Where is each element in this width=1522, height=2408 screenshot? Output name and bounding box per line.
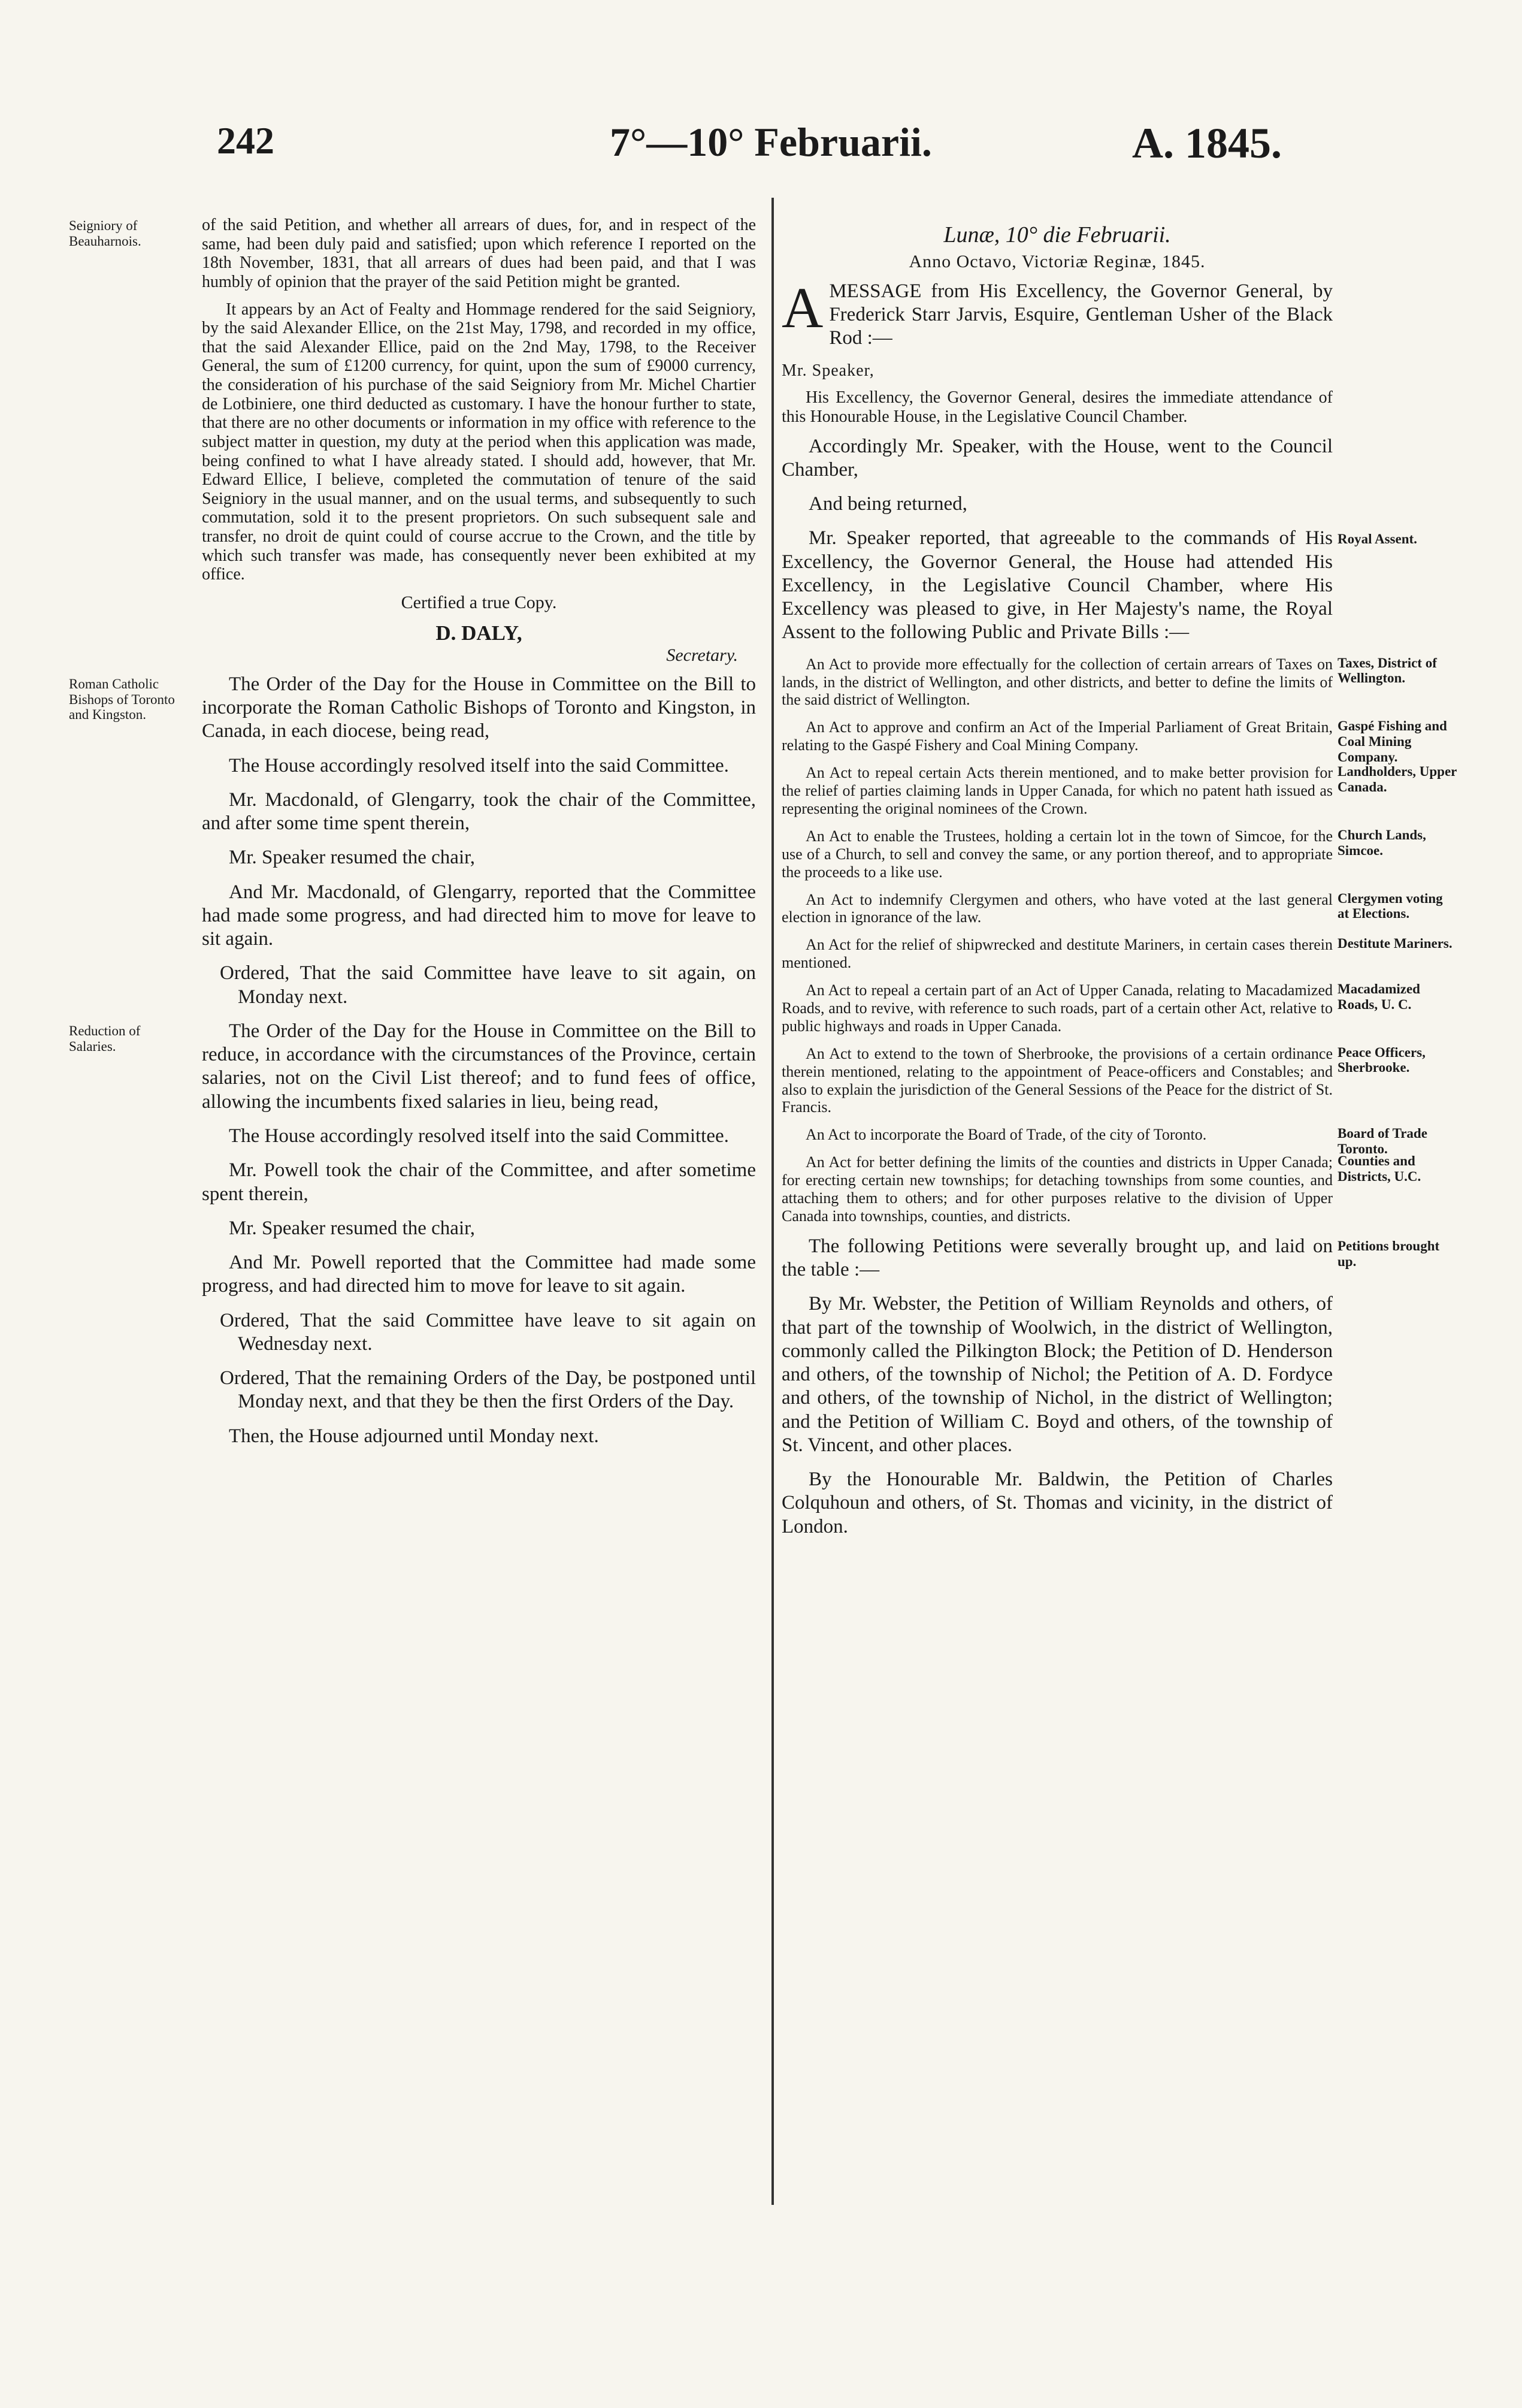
margin-note: Gaspé Fishing and Coal Mining Company. [1338, 718, 1447, 765]
paragraph: Ordered, That the remaining Orders of the Day, be postponed until Monday next, and that they be then the first Orders of the Day. [220, 1367, 756, 1413]
paragraph: Mr. Speaker reported, that agreeable to the commands of His Excellency, the Governor General, the House had attended His Excellency, in the Legislative Council Chamber, where His Excellency was pleased to give, in Her Majesty's name, the Royal Assent to the following Public and Private Bills :— [782, 527, 1333, 643]
margin-note: Destitute Mariners. [1338, 936, 1453, 951]
paragraph: Mr. Speaker resumed the chair, [229, 847, 476, 869]
bill-item [782, 1126, 1427, 1157]
margin-note: Taxes, District of Wellington. [1338, 655, 1437, 686]
mr-speaker: Mr. Speaker, [782, 361, 875, 380]
bill-text: An Act to incorporate the Board of Trade, of the city of Toronto. [806, 1126, 1207, 1144]
signature-title: Secretary. [666, 645, 738, 665]
paragraph: Accordingly Mr. Speaker, with the House, went to the Council Chamber, [782, 435, 1333, 481]
paragraph: The Order of the Day for the House in Committee on the Bill to incorporate the Roman Catholic Bishops of Toronto and Kingston, in Canada, in each diocese, being read, [202, 673, 756, 742]
royal-assent-block [782, 527, 1417, 644]
seigniory-block [69, 216, 756, 292]
bill-text: An Act to provide more effectually for the collection of certain arrears of Taxes on lands, in the district of Wellington, and other districts, and better to define the limits of the said district of Wellington. [782, 655, 1333, 709]
paragraph: Mr. Speaker resumed the chair, [229, 1217, 476, 1239]
paragraph: of the said Petition, and whether all arrears of dues, for, and in respect of the same, had been duly paid and satisfied; upon which reference I reported on the 18th November, 1831, that all arrears of dues had been paid, and that I was humbly of opinion that the prayer of the said Petition might be granted. [202, 216, 756, 291]
page-date: 7°—10° Februarii. [610, 119, 932, 165]
bill-item [782, 655, 1437, 709]
bill-item [782, 936, 1453, 972]
bill-item [782, 981, 1420, 1035]
margin-note: Board of Trade Toronto. [1338, 1126, 1427, 1157]
paragraph: And Mr. Macdonald, of Glengarry, reported that the Committee had made some progress, and had directed him to move for leave to sit again. [202, 881, 756, 950]
bill-text: An Act to indemnify Clergymen and others, who have voted at the last general election in ignorance of the law. [782, 890, 1333, 926]
bishops-block [69, 673, 756, 744]
margin-note: Church Lands, Simcoe. [1338, 827, 1426, 858]
margin-note: Seigniory of Beauharnois. [69, 218, 141, 249]
margin-note: Clergymen voting at Elections. [1338, 890, 1443, 921]
paragraph: The Order of the Day for the House in Committee on the Bill to reduce, in accordance with the circumstances of the Province, certain salaries, not on the Civil List thereof; and to fund fees of office, allowing the incumbents fixed salaries in lieu, being read, [202, 1020, 756, 1113]
bill-text: An Act to enable the Trustees, holding a certain lot in the town of Simcoe, for the use of a Church, to sell and convey the same, or any portion thereof, and to appropriate the proceeds to a like use. [782, 827, 1333, 881]
bill-text: An Act for better defining the limits of the counties and districts in Upper Canada; for erecting certain new townships; for detaching townships from some counties, and attaching them to others; and for other purposes relative to the division of Upper Canada into townships, counties, and districts. [782, 1153, 1333, 1225]
paragraph: His Excellency, the Governor General, desires the immediate attendance of this Honourable House, in the Legislative Council Chamber. [782, 388, 1333, 426]
section-heading: Lunæ, 10° die Februarii. [943, 222, 1171, 247]
paragraph: The following Petitions were severally brought up, and laid on the table :— [782, 1235, 1333, 1281]
bill-text: An Act to repeal a certain part of an Act of Upper Canada, relating to Macadamized Roads, and to revive, with reference to such roads, part of a certain other Act, relative to public highways and roads in Upper Canada. [782, 981, 1333, 1035]
margin-note: Peace Officers, Sherbrooke. [1338, 1044, 1426, 1075]
bill-text: An Act to approve and confirm an Act of the Imperial Parliament of Great Britain, relating to the Gaspé Fishery and Coal Mining Company. [782, 718, 1333, 754]
message-text: MESSAGE from His Excellency, the Governor General, by Frederick Starr Jarvis, Esquire, Gentleman Usher of the Black Rod :— [829, 280, 1333, 349]
bill-text: An Act for the relief of shipwrecked and destitute Mariners, in certain cases therein mentioned. [782, 936, 1333, 972]
bill-item [782, 890, 1443, 927]
certified-text: Certified a true Copy. [401, 592, 557, 612]
margin-note: Petitions brought up. [1338, 1238, 1440, 1269]
margin-note: Roman Catholic Bishops of Toronto and Kingston. [69, 676, 175, 723]
message-paragraph [782, 280, 1333, 351]
drop-cap: A [782, 279, 824, 340]
left-column [69, 216, 756, 1459]
paragraph: The House accordingly resolved itself into the said Committee. [229, 754, 729, 777]
paragraph: By Mr. Webster, the Petition of William Reynolds and others, of that part of the township of Woolwich, in the district of Wellington, commonly called the Pilkington Block; the Petition of D. Henderson and others, of the township of Nichol; the Petition of A. D. Fordyce and others, of the township of Nichol, in the district of Wellington; and the Petition of William C. Boyd and others, of the township of St. Vincent, and other places. [782, 1293, 1333, 1456]
page-year: A. 1845. [1132, 119, 1282, 167]
bill-text: An Act to extend to the town of Sherbrooke, the provisions of a certain ordinance therein mentioned, relating to the appointment of Peace-officers and Constables; and also to explain the jurisdiction of the General Sessions of the Peace for the district of St. Francis. [782, 1044, 1333, 1116]
petitions-block [782, 1235, 1440, 1282]
paragraph: Then, the House adjourned until Monday next. [229, 1425, 599, 1447]
paragraph: Ordered, That the said Committee have leave to sit again, on Monday next. [220, 962, 756, 1008]
paragraph: And being returned, [809, 493, 967, 515]
bill-item [782, 827, 1426, 881]
bill-item [782, 1044, 1426, 1117]
section-subheading: Anno Octavo, Victoriæ Reginæ, 1845. [909, 252, 1206, 272]
bill-item [782, 718, 1447, 765]
margin-note: Counties and Districts, U.C. [1338, 1153, 1421, 1184]
column-rule [771, 198, 774, 2205]
bill-item [782, 1153, 1421, 1225]
bill-item [782, 764, 1457, 818]
paragraph: Mr. Powell took the chair of the Committee, and after sometime spent therein, [202, 1159, 756, 1205]
signature: D. DALY, [435, 621, 522, 645]
margin-note: Reduction of Salaries. [69, 1023, 141, 1054]
page-number: 242 [217, 119, 274, 162]
margin-note: Landholders, Upper Canada. [1338, 764, 1457, 794]
paragraph: It appears by an Act of Fealty and Hommage rendered for the said Seigniory, by the said Alexander Ellice, on the 21st May, 1798, and recorded in my office, that the said Alexander Ellice, paid on the 2nd May, 1798, to the Receiver General, the sum of £1200 currency, for quint, upon the sum of £9000 currency, the consideration of his purchase of the said Seigniory from Mr. Michel Chartier de Lotbiniere, one third deducted as customary. I have the honour further to state, that there are no other documents or information in my office with reference to the subject matter in question, my duty at the period when this application was made, being confined to what I have already stated. I should add, however, that Mr. Edward Ellice, I believe, completed the commutation of tenure of the said Seigniory in the usual manner, and on the usual terms, and subsequently to such commutation, sold it to the present proprietors. On such subsequent sale and transfer, no droit de quint could of course accrue to the Crown, and the title by which such transfer was made, has consequently never been exhibited at my office. [202, 300, 756, 584]
bill-text: An Act to repeal certain Acts therein mentioned, and to make better provision for the relief of parties claiming lands in Upper Canada, for which no patent hath issued as representing the original nominees of the Crown. [782, 764, 1333, 817]
paragraph: The House accordingly resolved itself into the said Committee. [229, 1125, 729, 1147]
paragraph: Mr. Macdonald, of Glengarry, took the chair of the Committee, and after some time spent therein, [202, 788, 756, 835]
salaries-block [69, 1020, 756, 1114]
margin-note: Royal Assent. [1338, 531, 1417, 547]
paragraph: And Mr. Powell reported that the Committee had made some progress, and had directed him to move for leave to sit again. [202, 1252, 756, 1297]
margin-note: Macadamized Roads, U. C. [1338, 981, 1420, 1012]
right-column [782, 216, 1457, 1549]
paragraph: By the Honourable Mr. Baldwin, the Petition of Charles Colquhoun and others, of St. Thomas and vicinity, in the district of London. [782, 1469, 1333, 1537]
paragraph: Ordered, That the said Committee have leave to sit again on Wednesday next. [220, 1309, 756, 1355]
